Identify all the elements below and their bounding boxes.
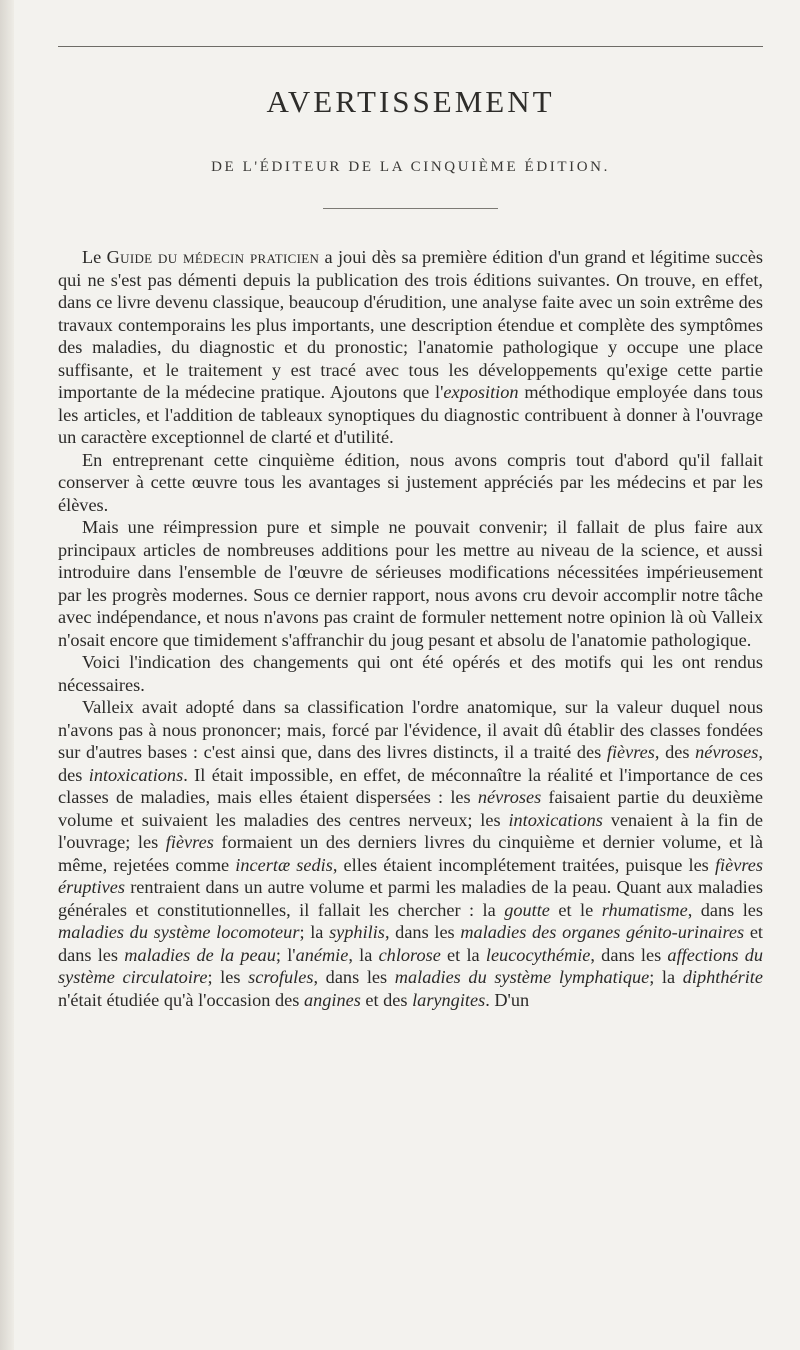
paragraph-3: Mais une réimpression pure et simple ne pouvait convenir; il fallait de plus faire aux principaux articles de nombreuses additions pour les mettre au niveau de la science, et aussi introduire dans l'ensemble de l'œuvre de sérieuses modifications nécessitées impérieusement par les progrès modernes. Sous ce dernier rapport, nous avons cru devoir accomplir notre tâche avec indépendance, et nous n'avons pas craint de formuler nettement notre opinion là où Valleix n'osait encore que timidement s'affranchir du joug pesant et absolu de l'anatomie pathologique. <box>58 517 763 650</box>
paragraph-2: En entreprenant cette cinquième édition, nous avons compris tout d'abord qu'il fallait conserver à cette œuvre tous les avantages si justement appréciés par les médecins et par les élèves. <box>58 449 763 515</box>
page-subtitle: DE L'ÉDITEUR DE LA CINQUIÈME ÉDITION. <box>211 159 610 175</box>
book-title: Guide du médecin praticien <box>106 247 320 267</box>
body-text <box>58 246 763 1011</box>
book-page <box>58 0 763 1350</box>
paragraph-5: Valleix avait adopté dans sa classification l'ordre anatomique, sur la valeur duquel nous n'avons pas à nous prononcer; mais, forcé par l'évidence, il avait dû établir des classes fondées sur d'autres bases : c'est ainsi que, dans des livres distincts, il a traité des fièvres, des névroses, des intoxications. Il était impossible, en effet, de méconnaître la réalité et l'importance de ces classes de maladies, mais elles étaient dispersées : les névroses faisaient partie du deuxième volume et suivaient les maladies des centres nerveux; les intoxications venaient à la fin de l'ouvrage; les fièvres formaient un des derniers livres du cinquième et dernier volume, et là même, rejetées comme incertæ sedis, elles étaient incomplétement traitées, puisque les fièvres éruptives rentraient dans un autre volume et parmi les maladies de la peau. Quant aux maladies générales et constitutionnelles, il fallait les chercher : la goutte et le rhumatisme, dans les maladies du système locomoteur; la syphilis, dans les maladies des organes génito-urinaires et dans les maladies de la peau; l'anémie, la chlorose et la leucocythémie, dans les affections du système circulatoire; les scrofules, dans les maladies du système lymphatique; la diphthérite n'était étudiée qu'à l'occasion des angines et des laryngites. D'un <box>58 697 764 1010</box>
paragraph-4: Voici l'indication des changements qui ont été opérés et des motifs qui les ont rendus nécessaires. <box>58 652 763 695</box>
section-divider <box>323 208 498 209</box>
page-title: AVERTISSEMENT <box>266 84 555 119</box>
top-rule <box>58 46 763 47</box>
paragraph-1: Le Guide du médecin praticien a joui dès sa première édition d'un grand et légitime succès qui ne s'est pas démenti depuis la publication des trois éditions suivantes. On trouve, en effet, dans ce livre devenu classique, beaucoup d'érudition, une analyse faite avec un soin extrême des travaux contemporains les plus importants, une description étendue et complète des symptômes des maladies, du diagnostic et du pronostic; l'anatomie pathologique y occupe une place suffisante, et le traitement y est tracé avec tous les développements qu'exige cette partie importante de la médecine pratique. Ajoutons que l'exposition méthodique employée dans tous les articles, et l'addition de tableaux synoptiques du diagnostic contribuent à donner à l'ouvrage un caractère exceptionnel de clarté et d'utilité. <box>58 247 764 447</box>
page-gutter <box>0 0 14 1350</box>
